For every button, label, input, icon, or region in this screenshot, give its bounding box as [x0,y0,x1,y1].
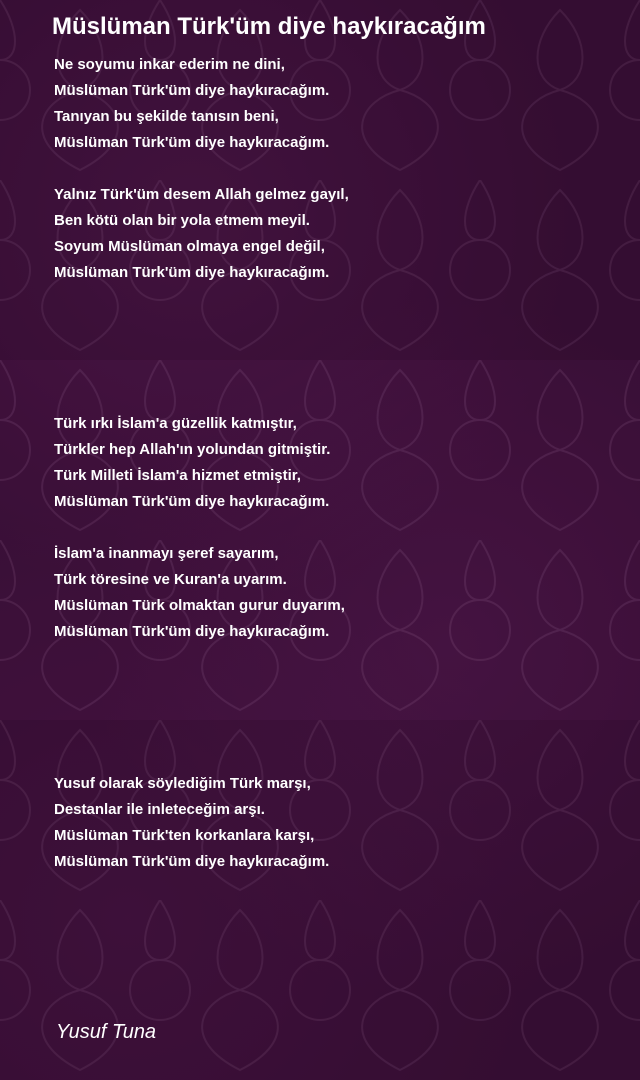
poem-line: Ben kötü olan bir yola etmem meyil. [54,212,310,229]
poem-line: İslam'a inanmayı şeref sayarım, [54,545,279,562]
poem-line: Müslüman Türk'üm diye haykıracağım. [54,82,330,99]
poem-line: Müslüman Türk'ten korkanlara karşı, [54,827,315,844]
poem-line: Müslüman Türk'üm diye haykıracağım. [54,623,330,640]
poem-line: Müslüman Türk olmaktan gurur duyarım, [54,597,345,614]
poem-title: Müslüman Türk'üm diye haykıracağım [52,13,486,40]
poem-line: Destanlar ile inleteceğim arşı. [54,801,265,818]
poem-line: Müslüman Türk'üm diye haykıracağım. [54,493,330,510]
poem-line: Yusuf olarak söylediğim Türk marşı, [54,775,311,792]
poem-line: Türkler hep Allah'ın yolundan gitmiştir. [54,441,331,458]
poem-author: Yusuf Tuna [56,1021,157,1043]
poem-line: Soyum Müslüman olmaya engel değil, [54,238,325,255]
poem-line: Türk Milleti İslam'a hizmet etmiştir, [54,467,301,484]
poem-line: Müslüman Türk'üm diye haykıracağım. [54,134,330,151]
poem-line: Türk töresine ve Kuran'a uyarım. [54,571,287,588]
poem-line: Tanıyan bu şekilde tanısın beni, [54,108,279,125]
stanza-3 [54,411,330,515]
poem-line: Yalnız Türk'üm desem Allah gelmez gayıl, [54,186,349,203]
poem-line: Türk ırkı İslam'a güzellik katmıştır, [54,415,297,432]
stanza-1 [54,52,329,156]
stanza-5 [54,771,329,875]
stanza-2 [54,182,349,286]
stanza-4 [54,541,345,645]
poem-line: Müslüman Türk'üm diye haykıracağım. [54,853,330,870]
poem-line: Ne soyumu inkar ederim ne dini, [54,56,285,73]
poem-line: Müslüman Türk'üm diye haykıracağım. [54,264,330,281]
